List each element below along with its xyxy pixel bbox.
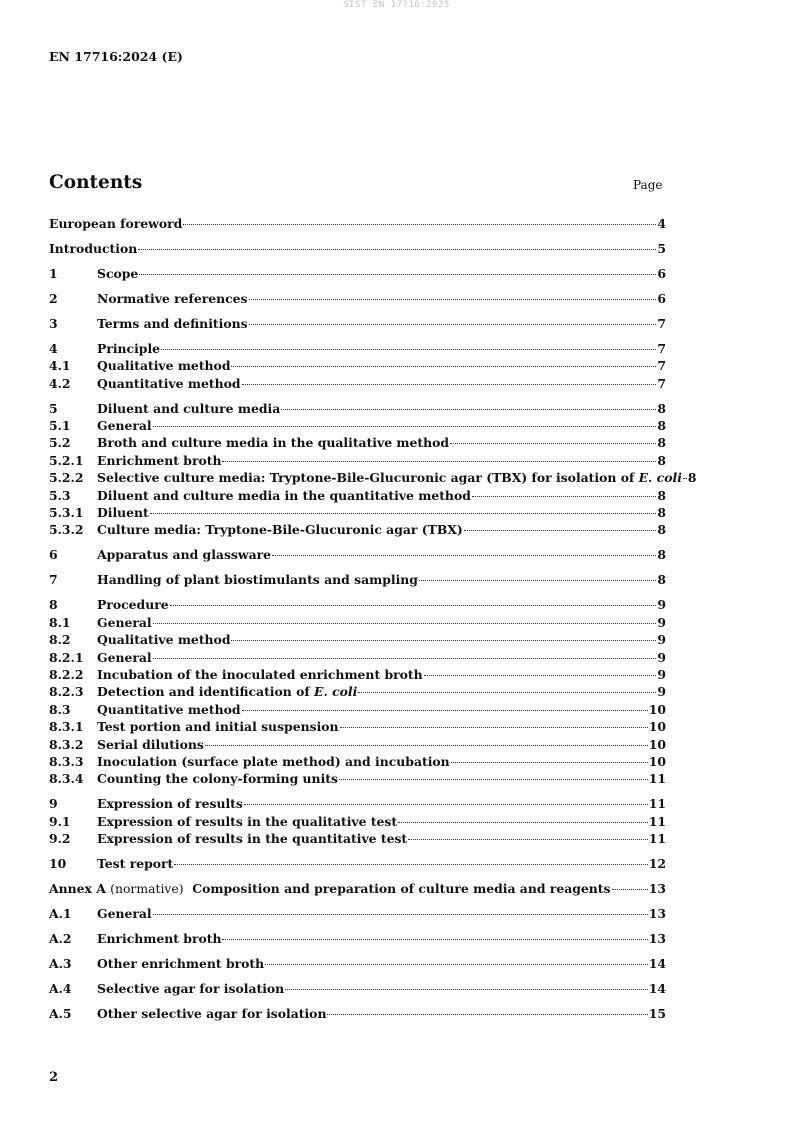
toc-entry-title — [97, 291, 248, 306]
toc-entry-title — [97, 981, 284, 996]
toc-title-text: Scope — [97, 265, 139, 281]
toc-annex-title: Composition and preparation of culture media and reagents — [183, 881, 611, 897]
toc-entry-title — [49, 216, 182, 231]
toc-entry-title — [97, 470, 682, 485]
toc-dot-leader — [161, 349, 656, 350]
toc-page-number: 7 — [657, 315, 666, 331]
toc-page-number: 6 — [657, 290, 666, 306]
toc-dot-leader — [281, 409, 656, 410]
toc-title-text: Procedure — [97, 597, 169, 613]
toc-section-number: 9.1 — [49, 813, 71, 829]
page-column-label: Page — [633, 178, 663, 192]
toc-entry[interactable] — [49, 241, 666, 258]
toc-entry-title — [97, 316, 248, 331]
toc-dot-leader — [408, 839, 648, 840]
toc-title-text: Broth and culture media in the qualitative method — [97, 435, 450, 451]
toc-entry-title — [97, 505, 149, 520]
toc-page-number: 9 — [657, 649, 666, 665]
toc-entry[interactable] — [49, 981, 666, 998]
toc-section-number: 9 — [49, 796, 58, 812]
toc-title-text: Normative references — [97, 290, 248, 306]
toc-title-text: Qualitative method — [97, 632, 231, 648]
toc-page-number: 9 — [657, 614, 666, 630]
toc-entry-title — [97, 418, 152, 433]
toc-page-number: 14 — [648, 955, 666, 971]
toc-dot-leader — [153, 426, 657, 427]
toc-dot-leader — [612, 889, 648, 890]
toc-section-number: 4.2 — [49, 375, 71, 391]
toc-title-text: General — [97, 906, 152, 921]
toc-title-text: General — [97, 614, 152, 630]
toc-section-number: 5.3.1 — [49, 505, 84, 521]
toc-entry[interactable] — [49, 453, 666, 470]
toc-page-number: 5 — [657, 240, 666, 256]
toc-dot-leader — [138, 249, 656, 250]
toc-dot-leader — [231, 366, 656, 367]
toc-title-text: General — [97, 649, 152, 665]
toc-entry-title — [97, 341, 160, 356]
toc-entry-title — [97, 632, 230, 647]
toc-page-number: 7 — [657, 358, 666, 374]
toc-page-number: 9 — [657, 597, 666, 613]
toc-page-number: 8 — [657, 418, 666, 434]
toc-page-number: 11 — [648, 771, 666, 787]
toc-entry[interactable] — [49, 615, 666, 632]
toc-dot-leader — [249, 299, 657, 300]
toc-section-number: 6 — [49, 547, 58, 563]
toc-section-number: A.2 — [49, 930, 72, 946]
toc-dot-leader — [451, 762, 648, 763]
toc-entry[interactable] — [49, 522, 666, 539]
toc-title-italic: E. coli — [314, 684, 358, 700]
toc-entry[interactable] — [49, 418, 666, 435]
toc-page-number: 8 — [657, 547, 666, 563]
toc-title-text: Culture media: Tryptone-Bile-Glucuronic agar (TBX) — [97, 522, 463, 538]
toc-entry-title — [97, 453, 221, 468]
toc-section-number: 5.2.2 — [49, 470, 84, 486]
toc-title-text: Test portion and initial suspension — [97, 719, 339, 735]
toc-dot-leader — [464, 530, 657, 531]
toc-title-text: Enrichment broth — [97, 452, 222, 468]
toc-entry[interactable] — [49, 376, 666, 393]
toc-page-number: 8 — [657, 505, 666, 521]
toc-dot-leader — [285, 989, 648, 990]
toc-page-number: 11 — [648, 831, 666, 847]
toc-page-number: 15 — [648, 1005, 666, 1021]
toc-entry[interactable] — [49, 956, 666, 973]
toc-entry[interactable] — [49, 650, 666, 667]
toc-entry-title — [97, 796, 243, 811]
toc-entry-title — [97, 488, 471, 503]
toc-section-number: 8.3.3 — [49, 753, 84, 769]
toc-title-text: Diluent and culture media in the quantitative method — [97, 487, 471, 503]
toc-entry-title — [97, 547, 271, 562]
toc-page-number: 6 — [657, 265, 666, 281]
toc-dot-leader — [339, 779, 648, 780]
toc-entry[interactable] — [49, 266, 666, 283]
toc-dot-leader — [683, 478, 687, 479]
toc-title-text: Counting the colony-forming units — [97, 771, 338, 787]
toc-section-number: 4 — [49, 340, 58, 356]
toc-entry-title — [97, 401, 280, 416]
toc-page-number: 9 — [657, 666, 666, 682]
toc-entry-title — [97, 737, 204, 752]
toc-entry-title — [49, 241, 137, 256]
toc-section-number: A.5 — [49, 1005, 72, 1021]
toc-entry[interactable] — [49, 547, 666, 564]
toc-dot-leader — [153, 658, 657, 659]
toc-title-text: Incubation of the inoculated enrichment broth — [97, 666, 423, 682]
toc-section-number: 2 — [49, 290, 58, 306]
toc-section-number: 10 — [49, 856, 67, 872]
toc-section-number: 8.2.2 — [49, 666, 84, 682]
toc-dot-leader — [450, 443, 656, 444]
toc-dot-leader — [222, 939, 647, 940]
table-of-contents — [49, 216, 697, 1023]
toc-section-number: 5.1 — [49, 418, 71, 434]
toc-dot-leader — [424, 675, 657, 676]
toc-entry[interactable] — [49, 667, 666, 684]
toc-entry[interactable] — [49, 216, 666, 233]
toc-entry[interactable] — [49, 358, 666, 375]
toc-page-number: 8 — [657, 435, 666, 451]
toc-entry-title — [97, 719, 339, 734]
toc-dot-leader — [174, 864, 647, 865]
toc-title-text: Principle — [97, 340, 161, 356]
toc-page-number: 13 — [648, 930, 666, 946]
toc-entry[interactable] — [49, 632, 666, 649]
toc-dot-leader — [327, 1014, 647, 1015]
toc-dot-leader — [242, 384, 657, 385]
toc-title-text: General — [97, 418, 152, 434]
toc-entry[interactable] — [49, 702, 666, 719]
toc-entry[interactable] — [49, 719, 666, 736]
toc-entry-title — [97, 597, 169, 612]
toc-page-number: 8 — [657, 522, 666, 538]
toc-dot-leader — [231, 640, 656, 641]
toc-page-number: 13 — [648, 906, 666, 921]
toc-entry-title — [97, 522, 463, 537]
toc-title-text: Terms and definitions — [97, 315, 248, 331]
toc-title-text: Expression of results in the qualitative test — [97, 813, 398, 829]
toc-title-text: European foreword — [49, 216, 183, 231]
toc-entry-title — [97, 1006, 326, 1021]
toc-page-number: 8 — [657, 572, 666, 588]
toc-section-number: A.4 — [49, 980, 72, 996]
toc-entry-title — [97, 831, 407, 846]
toc-title-text: Handling of plant biostimulants and sampling — [97, 572, 418, 588]
toc-dot-leader — [358, 692, 656, 693]
toc-entry[interactable] — [49, 572, 666, 589]
toc-entry[interactable] — [49, 316, 666, 333]
toc-dot-leader — [419, 580, 656, 581]
toc-page-number: 7 — [657, 375, 666, 391]
toc-section-number: 5.3.2 — [49, 522, 84, 538]
toc-title-text: Qualitative method — [97, 358, 231, 374]
toc-entry-title — [97, 754, 450, 769]
toc-section-number: 4.1 — [49, 358, 71, 374]
toc-page-number: 10 — [648, 719, 666, 735]
toc-page-number: 8 — [657, 452, 666, 468]
toc-section-number: 8.3 — [49, 701, 71, 717]
toc-title-text: Expression of results — [97, 796, 243, 812]
document-id: EN 17716:2024 (E) — [49, 49, 183, 64]
toc-entry[interactable] — [49, 470, 697, 487]
toc-title-text: Other selective agar for isolation — [97, 1005, 327, 1021]
toc-entry[interactable] — [49, 754, 666, 771]
toc-page-number: 4 — [657, 216, 666, 231]
toc-section-number: 9.2 — [49, 831, 71, 847]
toc-title-text: Detection and identification of — [97, 684, 315, 700]
toc-title-text: Diluent — [97, 505, 149, 521]
toc-entry-title — [97, 435, 449, 450]
toc-entry[interactable] — [49, 597, 666, 614]
toc-entry[interactable] — [49, 737, 666, 754]
toc-dot-leader — [170, 605, 657, 606]
toc-dot-leader — [272, 555, 656, 556]
toc-title-italic: E. coli — [638, 470, 682, 486]
toc-dot-leader — [183, 224, 656, 225]
toc-dot-leader — [244, 804, 648, 805]
toc-section-number: 8.1 — [49, 614, 71, 630]
toc-section-number: 8.3.2 — [49, 736, 84, 752]
toc-title-text: Selective agar for isolation — [97, 980, 285, 996]
toc-page-number: 8 — [687, 470, 697, 486]
toc-dot-leader — [153, 914, 648, 915]
toc-entry[interactable] — [49, 881, 666, 898]
toc-title-text: Quantitative method — [97, 375, 241, 391]
toc-page-number: 8 — [657, 487, 666, 503]
toc-page-number: 14 — [648, 980, 666, 996]
toc-page-number: 7 — [657, 340, 666, 356]
toc-entry[interactable] — [49, 771, 666, 788]
toc-section-number: 5 — [49, 400, 58, 416]
toc-dot-leader — [242, 710, 648, 711]
contents-heading: Contents — [49, 172, 143, 193]
toc-entry-title — [97, 572, 418, 587]
toc-section-number: 8 — [49, 597, 58, 613]
toc-section-number: 7 — [49, 572, 58, 588]
toc-title-text: Introduction — [49, 240, 138, 256]
toc-entry-title — [97, 376, 241, 391]
toc-entry-title — [97, 771, 338, 786]
toc-dot-leader — [153, 623, 657, 624]
toc-page-number: 11 — [648, 813, 666, 829]
toc-entry-title — [97, 814, 397, 829]
toc-entry[interactable] — [49, 931, 666, 948]
toc-entry[interactable] — [49, 814, 666, 831]
toc-dot-leader — [139, 274, 656, 275]
page-number: 2 — [49, 1070, 59, 1085]
toc-title-text: Enrichment broth — [97, 930, 222, 946]
toc-title-text: Other enrichment broth — [97, 955, 265, 971]
toc-page-number: 9 — [657, 684, 666, 700]
toc-entry-title — [97, 266, 138, 281]
toc-dot-leader — [222, 461, 656, 462]
toc-entry[interactable] — [49, 291, 666, 308]
toc-page-number: 13 — [648, 881, 666, 897]
toc-page-number: 12 — [648, 856, 666, 872]
toc-title-text: Test report — [97, 856, 174, 872]
toc-section-number: 3 — [49, 315, 58, 331]
toc-entry[interactable] — [49, 488, 666, 505]
toc-section-number: 8.3.4 — [49, 771, 84, 787]
toc-section-number: 8.2.3 — [49, 684, 84, 700]
toc-entry[interactable] — [49, 831, 666, 848]
toc-page-number: 8 — [657, 400, 666, 416]
toc-entry-title — [49, 881, 611, 896]
toc-title-text: Expression of results in the quantitative test — [97, 831, 408, 847]
toc-entry[interactable] — [49, 684, 666, 701]
toc-dot-leader — [205, 745, 648, 746]
toc-page-number: 10 — [648, 701, 666, 717]
toc-title-text: Annex A — [49, 881, 111, 897]
toc-dot-leader — [265, 964, 648, 965]
toc-title-text: Serial dilutions — [97, 736, 204, 752]
toc-section-number: A.1 — [49, 906, 72, 921]
toc-section-number: 5.3 — [49, 487, 71, 503]
toc-dot-leader — [150, 513, 657, 514]
toc-section-number: A.3 — [49, 955, 72, 971]
toc-page-number: 9 — [657, 632, 666, 648]
toc-section-number: 1 — [49, 265, 58, 281]
toc-dot-leader — [249, 324, 657, 325]
toc-section-number: 5.2 — [49, 435, 71, 451]
toc-entry-title — [97, 615, 152, 630]
toc-entry-title — [97, 956, 264, 971]
toc-dot-leader — [472, 496, 657, 497]
toc-title-text: Inoculation (surface plate method) and incubation — [97, 753, 450, 769]
toc-page-number: 11 — [648, 796, 666, 812]
toc-entry-title — [97, 931, 221, 946]
toc-entry[interactable] — [49, 856, 666, 873]
toc-entry-title — [97, 358, 230, 373]
toc-entry[interactable] — [49, 505, 666, 522]
toc-section-number: 8.2 — [49, 632, 71, 648]
toc-title-text: Quantitative method — [97, 701, 241, 717]
toc-entry[interactable] — [49, 796, 666, 813]
toc-dot-leader — [398, 822, 648, 823]
toc-entry-title — [97, 906, 152, 921]
toc-entry-title — [97, 856, 173, 871]
toc-section-number: 5.2.1 — [49, 452, 84, 468]
toc-entry-title — [97, 684, 357, 699]
toc-entry-title — [97, 667, 423, 682]
watermark: SIST EN 17716:2025 — [343, 0, 450, 10]
toc-entry-title — [97, 702, 241, 717]
toc-entry[interactable] — [49, 435, 666, 452]
toc-title-text: Apparatus and glassware — [97, 547, 272, 563]
toc-annex-qualifier: (normative) — [110, 881, 184, 897]
toc-entry[interactable] — [49, 1006, 666, 1023]
toc-section-number: 8.3.1 — [49, 719, 84, 735]
toc-title-text: Selective culture media: Tryptone-Bile-Glucuronic agar (TBX) for isolation of — [97, 470, 639, 486]
toc-entry-title — [97, 650, 152, 665]
toc-dot-leader — [340, 727, 648, 728]
toc-section-number: 8.2.1 — [49, 649, 84, 665]
toc-title-text: Diluent and culture media — [97, 400, 281, 416]
toc-entry[interactable] — [49, 906, 666, 923]
toc-entry[interactable] — [49, 401, 666, 418]
toc-entry[interactable] — [49, 341, 666, 358]
toc-page-number: 10 — [648, 753, 666, 769]
toc-page-number: 10 — [648, 736, 666, 752]
